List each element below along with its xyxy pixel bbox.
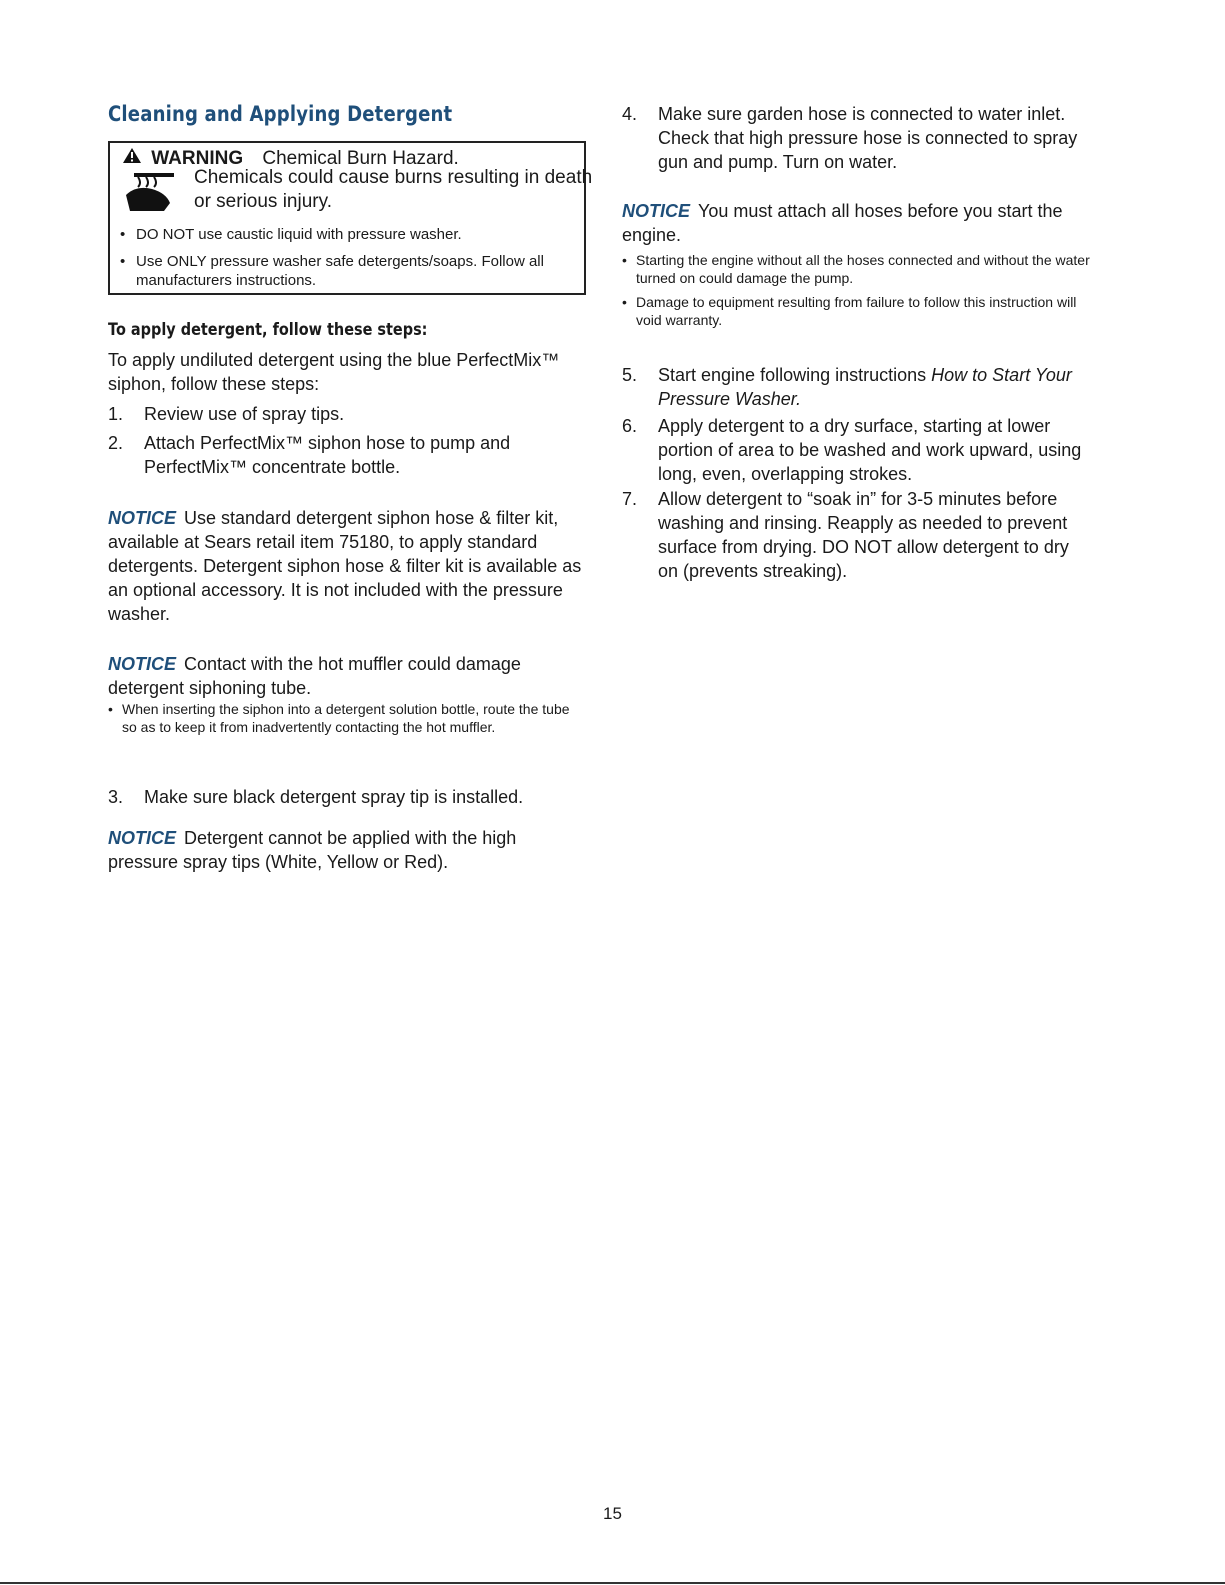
step-text: Make sure garden hose is connected to water inlet. Check that high pressure hose is connected to spray gun and pump. Turn on water. [658, 104, 1078, 172]
notice-label: NOTICE [108, 654, 177, 674]
notice-2 [108, 652, 548, 700]
notice-label: NOTICE [622, 201, 691, 221]
intro-paragraph: To apply undiluted detergent using the blue PerfectMix™ siphon, follow these steps: [108, 350, 560, 394]
step-number: 6. [622, 416, 638, 436]
step-number: 1. [108, 404, 124, 424]
notice-2-bullets [108, 700, 578, 742]
notice-1 [108, 506, 588, 626]
notice-4-bullets [622, 251, 1092, 335]
warning-bullets [118, 225, 580, 290]
step-text: Attach PerfectMix™ siphon hose to pump and PerfectMix™ concentrate bottle. [144, 433, 511, 477]
list-item: • DO NOT use caustic liquid with pressure washer. [118, 225, 580, 244]
list-item: • Use ONLY pressure washer safe detergents/soaps. Follow all manufacturers instructions. [118, 252, 580, 290]
step-text-italic: How to Start Your Pressure Washer. [658, 365, 1072, 409]
step-text: Make sure black detergent spray tip is installed. [144, 787, 524, 807]
notice-text: Contact with the hot muffler could damage detergent siphoning tube. [108, 654, 521, 698]
list-item: • When inserting the siphon into a detergent solution bottle, route the tube so as to keep it from inadvertently contacting the hot muffler. [108, 700, 578, 736]
step-text-plain: Start engine following instructions [658, 365, 932, 385]
page-number: 15 [603, 1504, 622, 1523]
chemical-burn-icon [116, 171, 178, 215]
step-number: 4. [622, 104, 638, 124]
list-item: • Starting the engine without all the hoses connected and without the water turned on could damage the pump. [622, 251, 1092, 287]
list-item: • Damage to equipment resulting from failure to follow this instruction will void warranty. [622, 293, 1092, 329]
bottom-rule [0, 1582, 1225, 1584]
step-number: 5. [622, 365, 638, 385]
warning-triangle-icon [122, 147, 142, 164]
step-number: 2. [108, 433, 124, 453]
step-text: Review use of spray tips. [144, 404, 345, 424]
section-title: Cleaning and Applying Detergent [108, 102, 453, 126]
warning-line-2: or serious injury. [194, 191, 332, 212]
notice-label: NOTICE [108, 828, 177, 848]
step-text: Allow detergent to “soak in” for 3-5 minutes before washing and rinsing. Reapply as needed to prevent surface from drying. DO NOT allow detergent to dry on (prevents streaking). [658, 489, 1069, 581]
notice-text: Use standard detergent siphon hose & filter kit, available at Sears retail item 75180, to apply standard detergents. Detergent siphon hose & filter kit is available as an optional accessory. It is not included with the pressure washer. [108, 508, 582, 624]
notice-4 [622, 199, 1072, 247]
warning-label: WARNING [151, 148, 244, 169]
notice-text: Detergent cannot be applied with the high pressure spray tips (White, Yellow or Red). [108, 828, 517, 872]
step-text [658, 363, 1088, 411]
notice-label: NOTICE [108, 508, 177, 528]
step-number: 3. [108, 787, 124, 807]
warning-box [108, 141, 593, 295]
warning-hazard: Chemical Burn Hazard. [262, 148, 459, 169]
notice-3 [108, 826, 588, 874]
warning-line-1: Chemicals could cause burns resulting in death [194, 167, 593, 188]
step-text: Apply detergent to a dry surface, starting at lower portion of area to be washed and work upward, using long, even, overlapping strokes. [658, 416, 1082, 484]
step-number: 7. [622, 489, 638, 509]
notice-text: You must attach all hoses before you start the engine. [622, 201, 1063, 245]
steps-subheading: To apply detergent, follow these steps: [108, 320, 428, 340]
